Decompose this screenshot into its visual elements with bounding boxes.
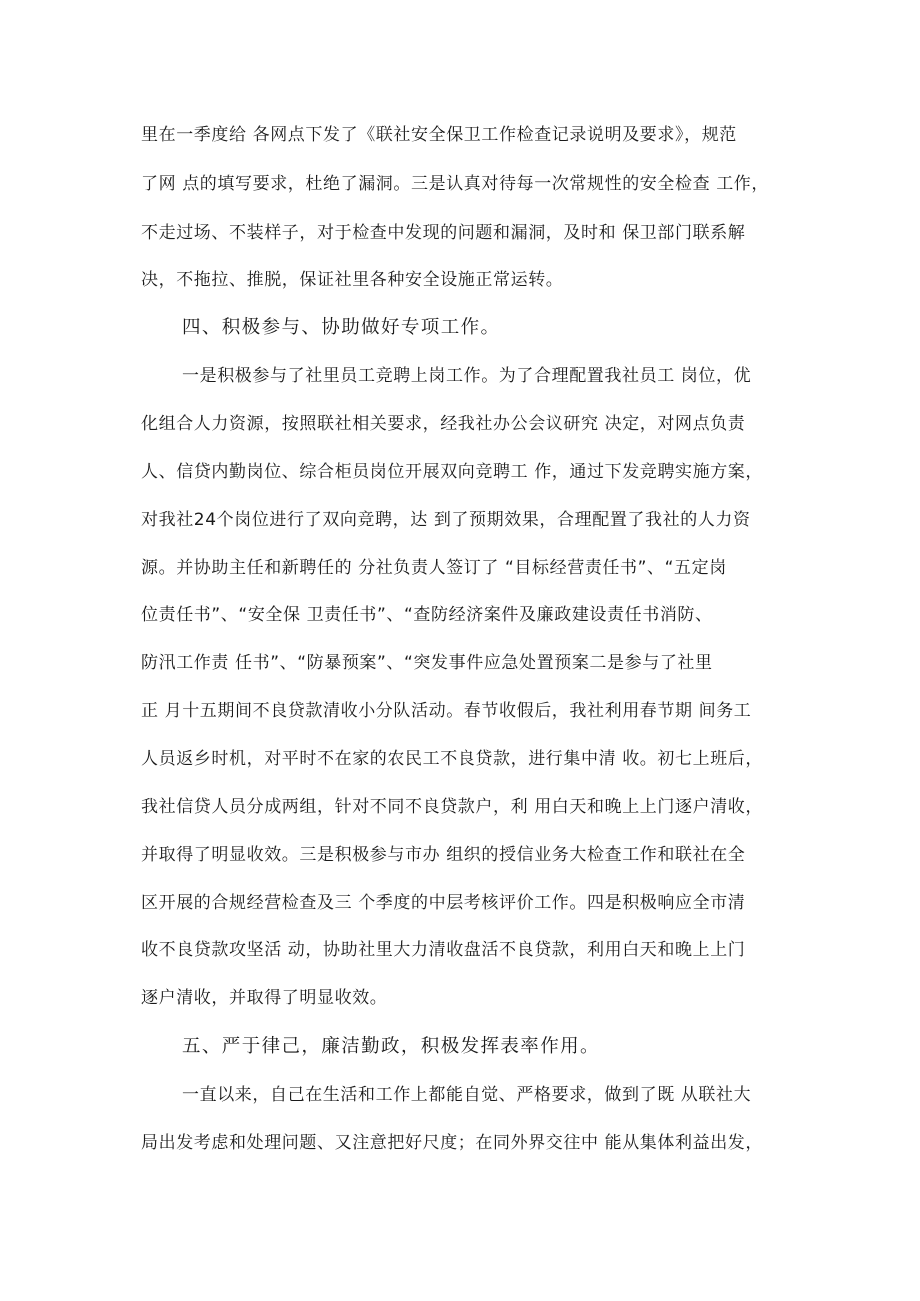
text-line: 一直以来，自己在生活和工作上都能自觉、严格要求，做到了既 从联社大: [182, 1085, 752, 1105]
text-line: 里在一季度给 各网点下发了《联社安全保卫工作检查记录说明及要求》，规范: [141, 125, 737, 145]
text-line: 了网 点的填写要求，杜绝了漏洞。三是认真对待每一次常规性的安全检查 工作，: [141, 174, 770, 194]
section-heading-4: 四、积极参与、协助做好专项工作。: [182, 317, 501, 338]
text-line: 我社信贷人员分成两组，针对不同不良贷款户，利 用白天和晚上上门逐户清收，: [141, 797, 764, 817]
text-line: 并取得了明显收效。三是积极参与市办 组织的授信业务大检查工作和联社在全: [141, 845, 746, 865]
text-line: 区开展的合规经营检查及三 个季度的中层考核评价工作。四是积极响应全市清: [141, 893, 746, 913]
text-line: 收不良贷款攻坚活 动，协助社里大力清收盘活不良贷款，利用白天和晚上上门: [141, 940, 746, 960]
section-heading-5: 五、严于律己，廉洁勤政，积极发挥表率作用。: [182, 1036, 600, 1057]
text-line: 源。并协助主任和新聘任的 分社负责人签订了 “目标经营责任书”、“五定岗: [141, 558, 727, 578]
text-line: 决，不拖拉、推脱，保证社里各种安全设施正常运转。: [141, 270, 564, 290]
text-line: 人、信贷内勤岗位、综合柜员岗位开展双向竞聘工 作，通过下发竞聘实施方案，: [141, 462, 764, 482]
text-line: 逐户清收，并取得了明显收效。: [141, 988, 388, 1008]
text-line: 正 月十五期间不良贷款清收小分队活动。春节收假后，我社利用春节期 间务工: [141, 701, 752, 721]
text-line: 局出发考虑和处理问题、又注意把好尺度；在同外界交往中 能从集体利益出发，: [141, 1133, 764, 1153]
text-line: 一是积极参与了社里员工竞聘上岗工作。为了合理配置我社员工 岗位，优: [182, 366, 752, 386]
text-line: 对我社24个岗位进行了双向竞聘，达 到了预期效果，合理配置了我社的人力资: [141, 510, 751, 530]
text-line: 防汛工作责 任书”、“防暴预案”、“突发事件应急处置预案二是参与了社里: [141, 653, 713, 673]
text-line: 位责任书”、“安全保 卫责任书”、“查防经济案件及廉政建设责任书消防、: [141, 605, 713, 625]
text-line: 人员返乡时机，对平时不在家的农民工不良贷款，进行集中清 收。初七上班后，: [141, 749, 764, 769]
text-line: 化组合人力资源，按照联社相关要求，经我社办公会议研究 决定，对网点负责: [141, 414, 746, 434]
text-line: 不走过场、不装样子，对于检查中发现的问题和漏洞，及时和 保卫部门联系解: [141, 223, 746, 243]
